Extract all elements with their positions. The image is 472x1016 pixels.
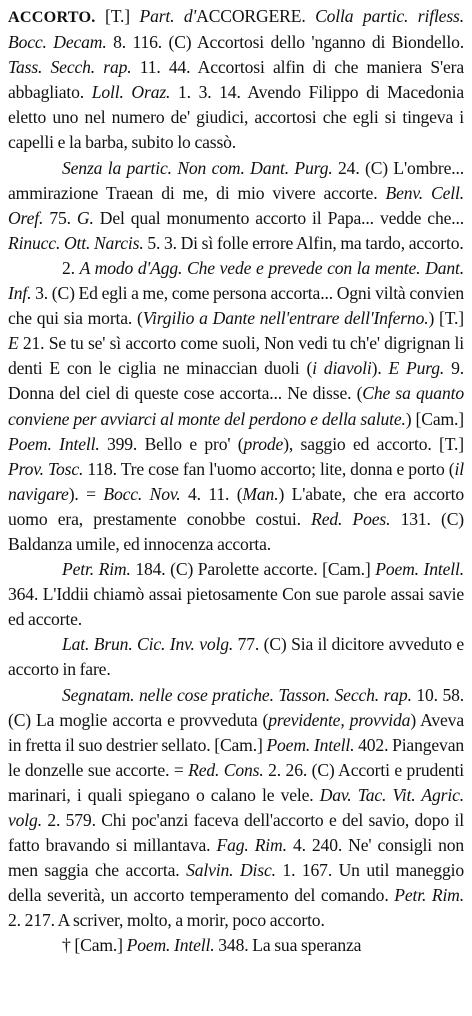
citation-text: Fag. Rim. [216, 835, 293, 856]
citation-text: Poem. Intell. [266, 734, 359, 755]
entry-text: 4. 11. ( [187, 483, 243, 504]
citation-text: prode [243, 433, 284, 454]
entry-text: 399. Bello e pro' ( [106, 433, 244, 454]
entry-text: 4. 240. Ne' consigli non men saggia che accorta. [8, 835, 465, 881]
citation-text: Segnatam. nelle cose pratiche. Tasson. Secch. rap. [62, 684, 417, 705]
entry-text: 2. 217. A scriver, molto, a morir, poco accorto. [8, 910, 325, 931]
headword: ACCORTO. [8, 8, 106, 26]
citation-text: Part. d' [139, 6, 197, 26]
entry-text: ). [371, 358, 389, 379]
entry-text: 2. 579. Chi poc'anzi faceva dell'accorto e del savio, dopo il fatto bravando si millantava. [8, 810, 464, 856]
citation-text: Dav. Tac. Vit. Agric. volg. [8, 784, 464, 830]
entry-text: ACCORGERE. [196, 6, 316, 26]
entry-text: 21. Se tu se' sì accorto come suoli, Non vedi tu ch'e' digrignan li denti E con le ciglia ne minaccian duoli ( [8, 333, 464, 379]
entry-text: 348. La sua speranza [218, 935, 362, 956]
citation-text: Senza la partic. Non com. Dant. Purg. [62, 157, 339, 178]
entry-text: 1. 3. 14. Avendo Filippo di Macedonia eletto uno nel numero de' giudici, accortosi che egli si tingeva i capelli e la barba, subito lo cassò. [8, 82, 464, 153]
citation-text: Petr. Rim. [62, 559, 136, 580]
entry-text: 402. Piangevan le donzelle sue accorte. = [8, 734, 464, 780]
citation-text: Poem. Intell. [126, 935, 219, 956]
entry-text: 1. 167. Un util maneggio della severità, un accorto temperamento del comando. [8, 860, 464, 906]
citation-text: il navigare [8, 458, 464, 504]
entry-paragraph [8, 933, 464, 958]
entry-text: 364. L'Iddii chiamò assai pietosamente Con sue parole assai savie ed accorte. [8, 584, 464, 630]
citation-text: Benv. Cell. Oref. [8, 182, 464, 228]
citation-text: Red. Poes. [311, 508, 401, 529]
entry-text: [T.] [105, 6, 140, 26]
citation-text: i diavoli [312, 358, 372, 379]
entry-text: ) [Cam.] [405, 408, 465, 429]
entry-text: 75. [49, 207, 77, 228]
citation-text: Poem. Intell. [375, 559, 465, 580]
entry-text: † [Cam.] [62, 935, 127, 956]
entry-text: 24. (C) L'ombre... ammirazione Traean di me, di mio vivere accorte. [8, 157, 464, 203]
entry-paragraph [8, 632, 464, 682]
entry-paragraph [8, 557, 464, 632]
entry-paragraph [8, 256, 464, 557]
citation-text: Salvin. Disc. [186, 860, 283, 881]
citation-text: E [8, 333, 23, 354]
entry-text: ) L'abate, che era accorto uomo era, prestamente conobbe costui. [8, 483, 465, 529]
entry-paragraph [8, 683, 464, 934]
entry-text: 2. [62, 257, 80, 278]
citation-text: Loll. Oraz. [91, 82, 178, 103]
entry-text: 5. 3. Di sì folle errore Alfin, ma tardo, accorto. [147, 232, 464, 253]
citation-text: G. [76, 207, 100, 228]
entry-paragraph [8, 4, 464, 156]
dictionary-entry-accorto [8, 4, 464, 959]
citation-text: Poem. Intell. [8, 433, 107, 454]
citation-text: Petr. Rim. [394, 885, 464, 906]
citation-text: Prov. Tosc. [8, 458, 88, 479]
citation-text: Rinucc. Ott. Narcis. [8, 232, 148, 253]
citation-text: A modo d'Agg. Che vede e prevede con la mente. Dant. Inf. [8, 257, 464, 304]
entry-text: 11. 44. Accortosi alfin di che maniera S'era abbagliato. [8, 57, 464, 103]
citation-text: Tass. Secch. rap. [8, 57, 140, 78]
entry-text: 131. (C) Baldanza umile, ed innocenza accorta. [8, 508, 464, 554]
entry-text: ) Aveva in fretta il suo destrier sellato. [Cam.] [8, 709, 464, 755]
entry-text: 118. Tre cose fan l'uomo accorto; lite, donna e porto ( [87, 458, 455, 479]
entry-text: ) [T.] [428, 308, 464, 329]
citation-text: Red. Cons. [188, 759, 269, 780]
entry-text: 184. (C) Parolette accorte. [Cam.] [135, 559, 376, 580]
entry-text: ). = [68, 483, 104, 504]
entry-text: 9. Donna del ciel di queste cose accorta... Ne disse. ( [8, 358, 464, 404]
entry-text: 77. (C) Sia il dicitore avveduto e accorto in fare. [8, 634, 464, 680]
entry-text: 8. 116. (C) Accortosi dello 'nganno di Biondello. [113, 32, 464, 53]
entry-text: Del qual monumento accorto il Papa... vedde che... [99, 207, 465, 228]
citation-text: Che sa quanto conviene per avviarci al monte del perdono e della salute. [8, 383, 464, 429]
entry-paragraph [8, 156, 464, 256]
entry-text: 10. 58. (C) La moglie accorta e provveduta ( [8, 684, 464, 730]
citation-text: Colla partic. rifless. Bocc. Decam. [8, 6, 464, 53]
citation-text: previdente, provvida [268, 709, 411, 730]
entry-text: 2. 26. (C) Accorti e prudenti marinari, i quali spiegano o calano le vele. [8, 759, 464, 805]
citation-text: Lat. Brun. Cic. Inv. volg. [62, 634, 238, 655]
citation-text: Bocc. Nov. [103, 483, 188, 504]
citation-text: Man. [242, 483, 279, 504]
entry-text: ), saggio ed accorto. [T.] [283, 433, 464, 454]
entry-text: 3. (C) Ed egli a me, come persona accorta... Ogni viltà convien che qui sia morta. ( [8, 283, 465, 329]
citation-text: E Purg. [388, 358, 452, 379]
citation-text: Virgilio a Dante nell'entrare dell'Inferno. [142, 308, 429, 329]
